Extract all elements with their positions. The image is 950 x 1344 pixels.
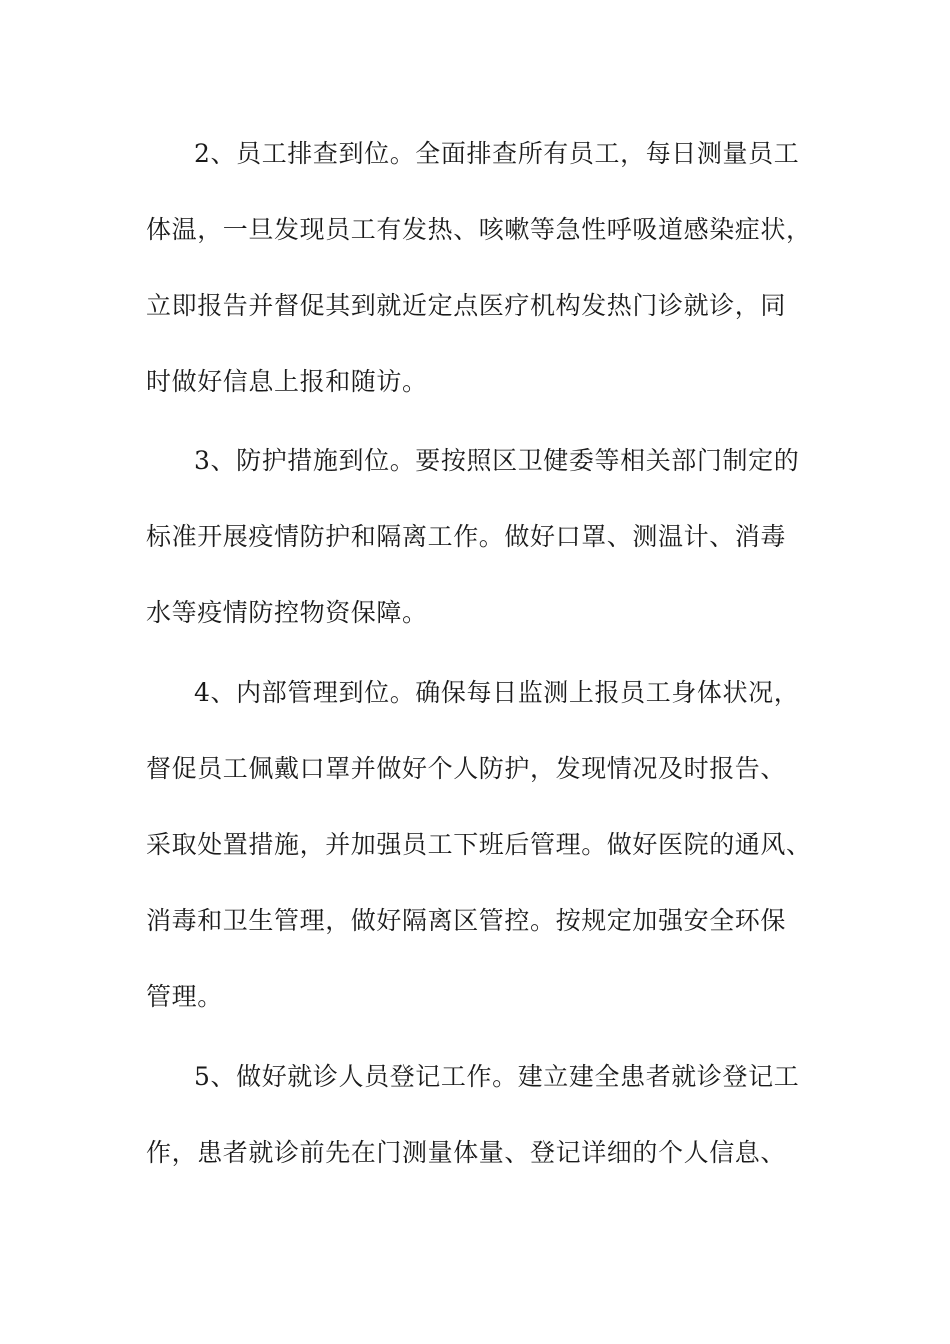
paragraph-5-line-2: 作，患者就诊前先在门测量体量、登记详细的个人信息、 — [146, 1138, 787, 1167]
paragraph-4-line-4: 消毒和卫生管理，做好隔离区管控。按规定加强安全环保 — [146, 906, 787, 935]
paragraph-4-line-1: 4、内部管理到位。确保每日监测上报员工身体状况， — [194, 678, 800, 707]
paragraph-2-line-3: 立即报告并督促其到就近定点医疗机构发热门诊就诊，同 — [146, 291, 787, 320]
paragraph-2-line-1: 2、员工排查到位。全面排查所有员工，每日测量员工 — [194, 139, 800, 168]
paragraph-3-line-1: 3、防护措施到位。要按照区卫健委等相关部门制定的 — [194, 446, 800, 475]
paragraph-2-line-2: 体温，一旦发现员工有发热、咳嗽等急性呼吸道感染症状， — [146, 215, 812, 244]
paragraph-4-line-2: 督促员工佩戴口罩并做好个人防护，发现情况及时报告、 — [146, 754, 787, 783]
paragraph-3-line-3: 水等疫情防控物资保障。 — [146, 598, 428, 627]
paragraph-5-line-1: 5、做好就诊人员登记工作。建立建全患者就诊登记工 — [194, 1062, 800, 1091]
paragraph-4-line-5: 管理。 — [146, 982, 223, 1011]
paragraph-4-line-3: 采取处置措施，并加强员工下班后管理。做好医院的通风、 — [146, 830, 812, 859]
paragraph-3-line-2: 标准开展疫情防护和隔离工作。做好口罩、测温计、消毒 — [146, 522, 787, 551]
paragraph-2-line-4: 时做好信息上报和随访。 — [146, 367, 428, 396]
